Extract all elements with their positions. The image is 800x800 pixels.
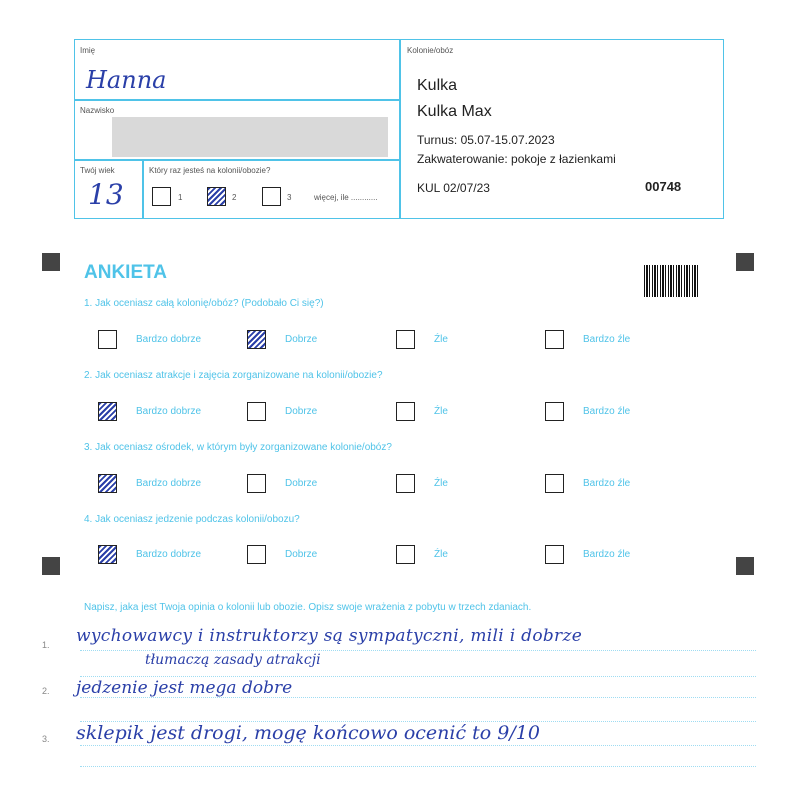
nazwisko-redacted <box>112 117 388 157</box>
answer-1a[interactable]: wychowawcy i instruktorzy są sympatyczni, mili i dobrze <box>76 626 583 646</box>
q4-option-dobrze: Dobrze <box>285 549 318 560</box>
kolonia-name: Kulka <box>417 77 458 94</box>
wiek-divider <box>142 159 144 219</box>
q1-option-zle: Źle <box>434 334 448 345</box>
q4-checkbox-bardzo-zle[interactable] <box>545 545 564 564</box>
q4-option-bardzo-dobrze: Bardzo dobrze <box>136 549 202 560</box>
registration-mark <box>736 253 754 271</box>
q2-checkbox-dobrze[interactable] <box>247 402 266 421</box>
wiecej-label: więcej, ile ............ <box>314 193 378 202</box>
line-number-3: 3. <box>42 734 50 744</box>
header-divider <box>399 39 401 219</box>
ktory-raz-option-2: 2 <box>232 193 237 202</box>
q1-checkbox-bardzo-zle[interactable] <box>545 330 564 349</box>
q4-checkbox-zle[interactable] <box>396 545 415 564</box>
ktory-raz-label: Który raz jesteś na kolonii/obozie? <box>149 166 271 175</box>
ktory-raz-option-1: 1 <box>178 193 183 202</box>
q4-checkbox-dobrze[interactable] <box>247 545 266 564</box>
q3-option-bardzo-zle: Bardzo źle <box>583 478 631 489</box>
q1-checkbox-zle[interactable] <box>396 330 415 349</box>
line-number-2: 2. <box>42 686 50 696</box>
q3-option-dobrze: Dobrze <box>285 478 318 489</box>
answer-1b[interactable]: tłumaczą zasady atrakcji <box>145 652 321 668</box>
imie-value[interactable]: Hanna <box>86 66 167 94</box>
code-text: KUL 02/07/23 <box>417 181 490 195</box>
ktory-raz-option-3: 3 <box>287 193 292 202</box>
q1-option-bardzo-zle: Bardzo źle <box>583 334 631 345</box>
answer-line <box>80 650 756 651</box>
barcode <box>644 265 699 297</box>
opinion-prompt: Napisz, jaka jest Twoja opinia o kolonii lub obozie. Opisz swoje wrażenia z pobytu w trzech zdaniach. <box>84 602 532 613</box>
q1-checkbox-bardzo-dobrze[interactable] <box>98 330 117 349</box>
q3-checkbox-dobrze[interactable] <box>247 474 266 493</box>
q3-checkbox-bardzo-dobrze[interactable] <box>98 474 117 493</box>
q1-option-dobrze: Dobrze <box>285 334 318 345</box>
imie-label: Imię <box>80 46 96 55</box>
registration-mark <box>42 253 60 271</box>
q2-option-zle: Źle <box>434 406 448 417</box>
survey-title: ANKIETA <box>84 262 168 283</box>
zakwaterowanie-text: Zakwaterowanie: pokoje z łazienkami <box>417 152 616 166</box>
nazwisko-label: Nazwisko <box>80 106 115 115</box>
wiek-value[interactable]: 13 <box>88 178 124 211</box>
question-3: 3. Jak oceniasz ośrodek, w którym były zorganizowane kolonie/obóz? <box>84 442 392 453</box>
nazwisko-divider <box>74 159 400 161</box>
q4-checkbox-bardzo-dobrze[interactable] <box>98 545 117 564</box>
answer-line <box>80 676 756 677</box>
answer-2[interactable]: jedzenie jest mega dobre <box>76 678 293 698</box>
turnus-text: Turnus: 05.07-15.07.2023 <box>417 133 555 147</box>
registration-mark <box>736 557 754 575</box>
q4-option-bardzo-zle: Bardzo źle <box>583 549 631 560</box>
imie-divider <box>74 99 400 101</box>
q1-option-bardzo-dobrze: Bardzo dobrze <box>136 334 202 345</box>
form-number: 00748 <box>645 179 682 194</box>
wiek-label: Twój wiek <box>80 166 115 175</box>
ktory-raz-checkbox-3[interactable] <box>262 187 281 206</box>
q2-checkbox-bardzo-dobrze[interactable] <box>98 402 117 421</box>
question-2: 2. Jak oceniasz atrakcje i zajęcia zorganizowane na kolonii/obozie? <box>84 370 383 381</box>
question-4: 4. Jak oceniasz jedzenie podczas kolonii/obozu? <box>84 514 300 525</box>
ktory-raz-checkbox-2[interactable] <box>207 187 226 206</box>
q2-checkbox-zle[interactable] <box>396 402 415 421</box>
line-number-1: 1. <box>42 640 50 650</box>
kolonia-full-name: Kulka Max <box>417 103 492 120</box>
answer-3[interactable]: sklepik jest drogi, mogę końcowo ocenić to 9/10 <box>76 722 540 744</box>
q3-checkbox-bardzo-zle[interactable] <box>545 474 564 493</box>
q2-option-bardzo-dobrze: Bardzo dobrze <box>136 406 202 417</box>
q3-option-zle: Źle <box>434 478 448 489</box>
registration-mark <box>42 557 60 575</box>
q1-checkbox-dobrze[interactable] <box>247 330 266 349</box>
q2-option-dobrze: Dobrze <box>285 406 318 417</box>
q3-option-bardzo-dobrze: Bardzo dobrze <box>136 478 202 489</box>
q2-checkbox-bardzo-zle[interactable] <box>545 402 564 421</box>
q2-option-bardzo-zle: Bardzo źle <box>583 406 631 417</box>
q4-option-zle: Źle <box>434 549 448 560</box>
answer-line <box>80 766 756 767</box>
ktory-raz-checkbox-1[interactable] <box>152 187 171 206</box>
answer-line <box>80 745 756 746</box>
question-1: 1. Jak oceniasz całą kolonię/obóz? (Podobało Ci się?) <box>84 298 324 309</box>
q3-checkbox-zle[interactable] <box>396 474 415 493</box>
kolonie-label: Kolonie/obóz <box>407 46 454 55</box>
